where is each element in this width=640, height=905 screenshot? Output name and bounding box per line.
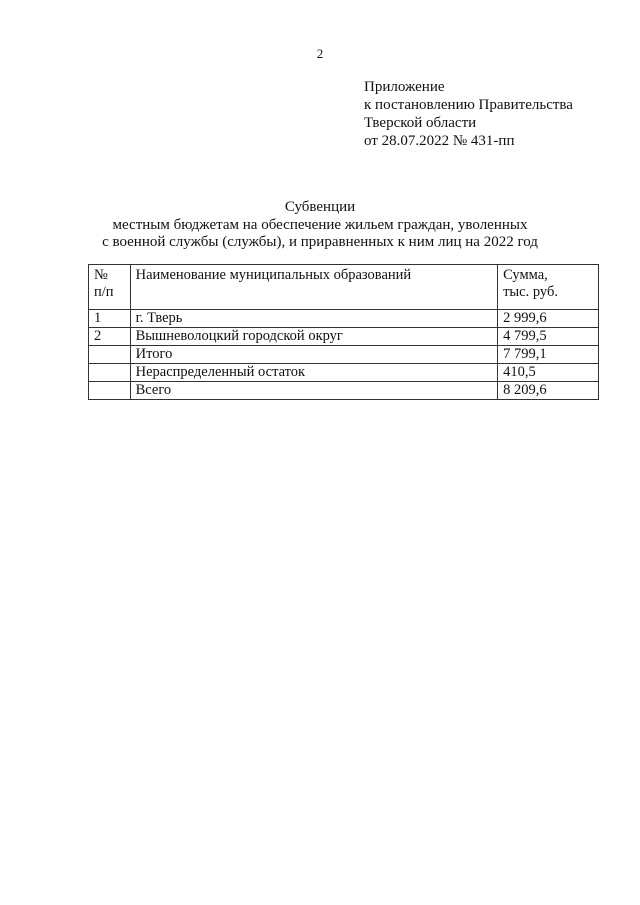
header-text: Сумма, — [503, 267, 548, 283]
cell-number — [89, 364, 131, 382]
cell-name: Всего — [130, 382, 497, 400]
cell-name: Итого — [130, 346, 497, 364]
cell-number — [89, 346, 131, 364]
cell-number: 1 — [89, 310, 131, 328]
subsidies-table — [88, 264, 599, 400]
table-row — [89, 346, 599, 364]
cell-name: Вышневолоцкий городской округ — [130, 328, 497, 346]
table-row — [89, 382, 599, 400]
cell-name: Нераспределенный остаток — [130, 364, 497, 382]
appendix-line: от 28.07.2022 № 431-пп — [364, 133, 515, 149]
cell-sum: 7 799,1 — [498, 346, 599, 364]
document-title — [0, 199, 640, 252]
cell-name: г. Тверь — [130, 310, 497, 328]
header-cell-number — [89, 265, 131, 310]
appendix-reference — [364, 78, 624, 150]
header-text: № — [94, 267, 108, 283]
title-line: местным бюджетам на обеспечение жильем граждан, уволенных — [112, 216, 528, 233]
page-number: 2 — [316, 46, 324, 61]
cell-sum: 2 999,6 — [498, 310, 599, 328]
appendix-line: Тверской области — [364, 115, 477, 131]
appendix-line: к постановлению Правительства — [364, 97, 573, 113]
header-text: п/п — [94, 284, 114, 300]
header-text: тыс. руб. — [503, 284, 558, 300]
table-header-row — [89, 265, 599, 310]
table-row — [89, 310, 599, 328]
cell-number: 2 — [89, 328, 131, 346]
title-line: с военной службы (службы), и приравненных к ним лиц на 2022 год — [102, 234, 538, 250]
cell-sum: 410,5 — [498, 364, 599, 382]
header-cell-name — [130, 265, 497, 310]
table-row — [89, 364, 599, 382]
cell-number — [89, 382, 131, 400]
appendix-line: Приложение — [364, 79, 445, 95]
table-row — [89, 328, 599, 346]
header-text: Наименование муниципальных образований — [135, 267, 412, 283]
header-cell-sum — [498, 265, 599, 310]
cell-sum: 8 209,6 — [498, 382, 599, 400]
title-line: Субвенции — [284, 199, 356, 215]
cell-sum: 4 799,5 — [498, 328, 599, 346]
